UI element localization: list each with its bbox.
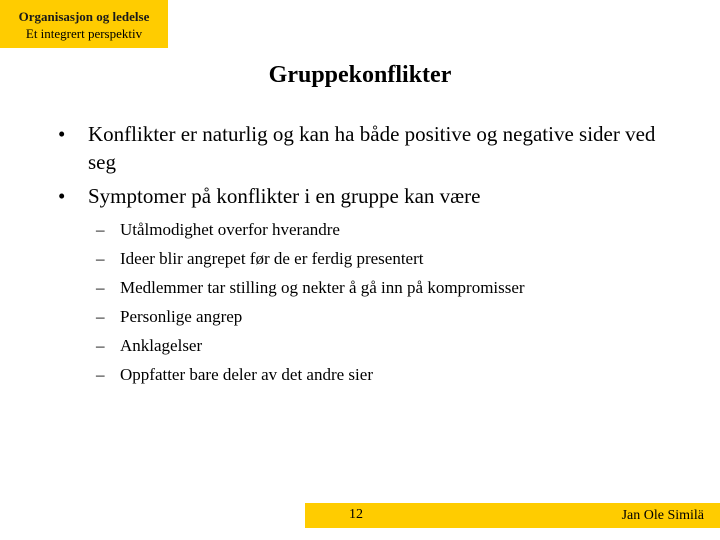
sub-bullet: – Medlemmer tar stilling og nekter å gå inn på kompromisser (96, 278, 525, 297)
sub-bullet-list (96, 215, 525, 389)
slide-title: Gruppekonflikter (268, 62, 452, 88)
sub-bullet-text: Anklagelser (120, 336, 203, 355)
sub-bullet-text: Medlemmer tar stilling og nekter å gå inn på kompromisser (120, 278, 525, 297)
bullet-text: Symptomer på konflikter i en gruppe kan være (88, 184, 481, 208)
header-box (0, 0, 168, 48)
sub-bullet-text: Personlige angrep (120, 307, 243, 326)
sub-bullet: – Anklagelser (96, 336, 203, 355)
author: Jan Ole Similä (621, 508, 704, 523)
sub-bullet: – Utålmodighet overfor hverandre (96, 220, 340, 239)
sub-bullet-text: Ideer blir angrepet før de er ferdig presentert (120, 249, 424, 268)
bullet-text: Konflikter er naturlig og kan ha både positive og negative sider ved seg (88, 122, 656, 174)
sub-bullet: – Ideer blir angrepet før de er ferdig presentert (96, 249, 424, 268)
footer-bar (305, 503, 720, 528)
header-subtitle: Et integrert perspektiv (25, 26, 143, 41)
sub-bullet-text: Oppfatter bare deler av det andre sier (120, 365, 373, 384)
bullet: • Konflikter er naturlig og kan ha både positive og negative sider ved seg (58, 120, 678, 176)
sub-bullet: – Oppfatter bare deler av det andre sier (96, 365, 373, 384)
bullet: • Symptomer på konflikter i en gruppe kan være (58, 182, 678, 210)
page-number: 12 (349, 507, 363, 522)
header-title: Organisasjon og ledelse (18, 9, 150, 24)
sub-bullet-text: Utålmodighet overfor hverandre (120, 220, 340, 239)
sub-bullet: – Personlige angrep (96, 307, 243, 326)
